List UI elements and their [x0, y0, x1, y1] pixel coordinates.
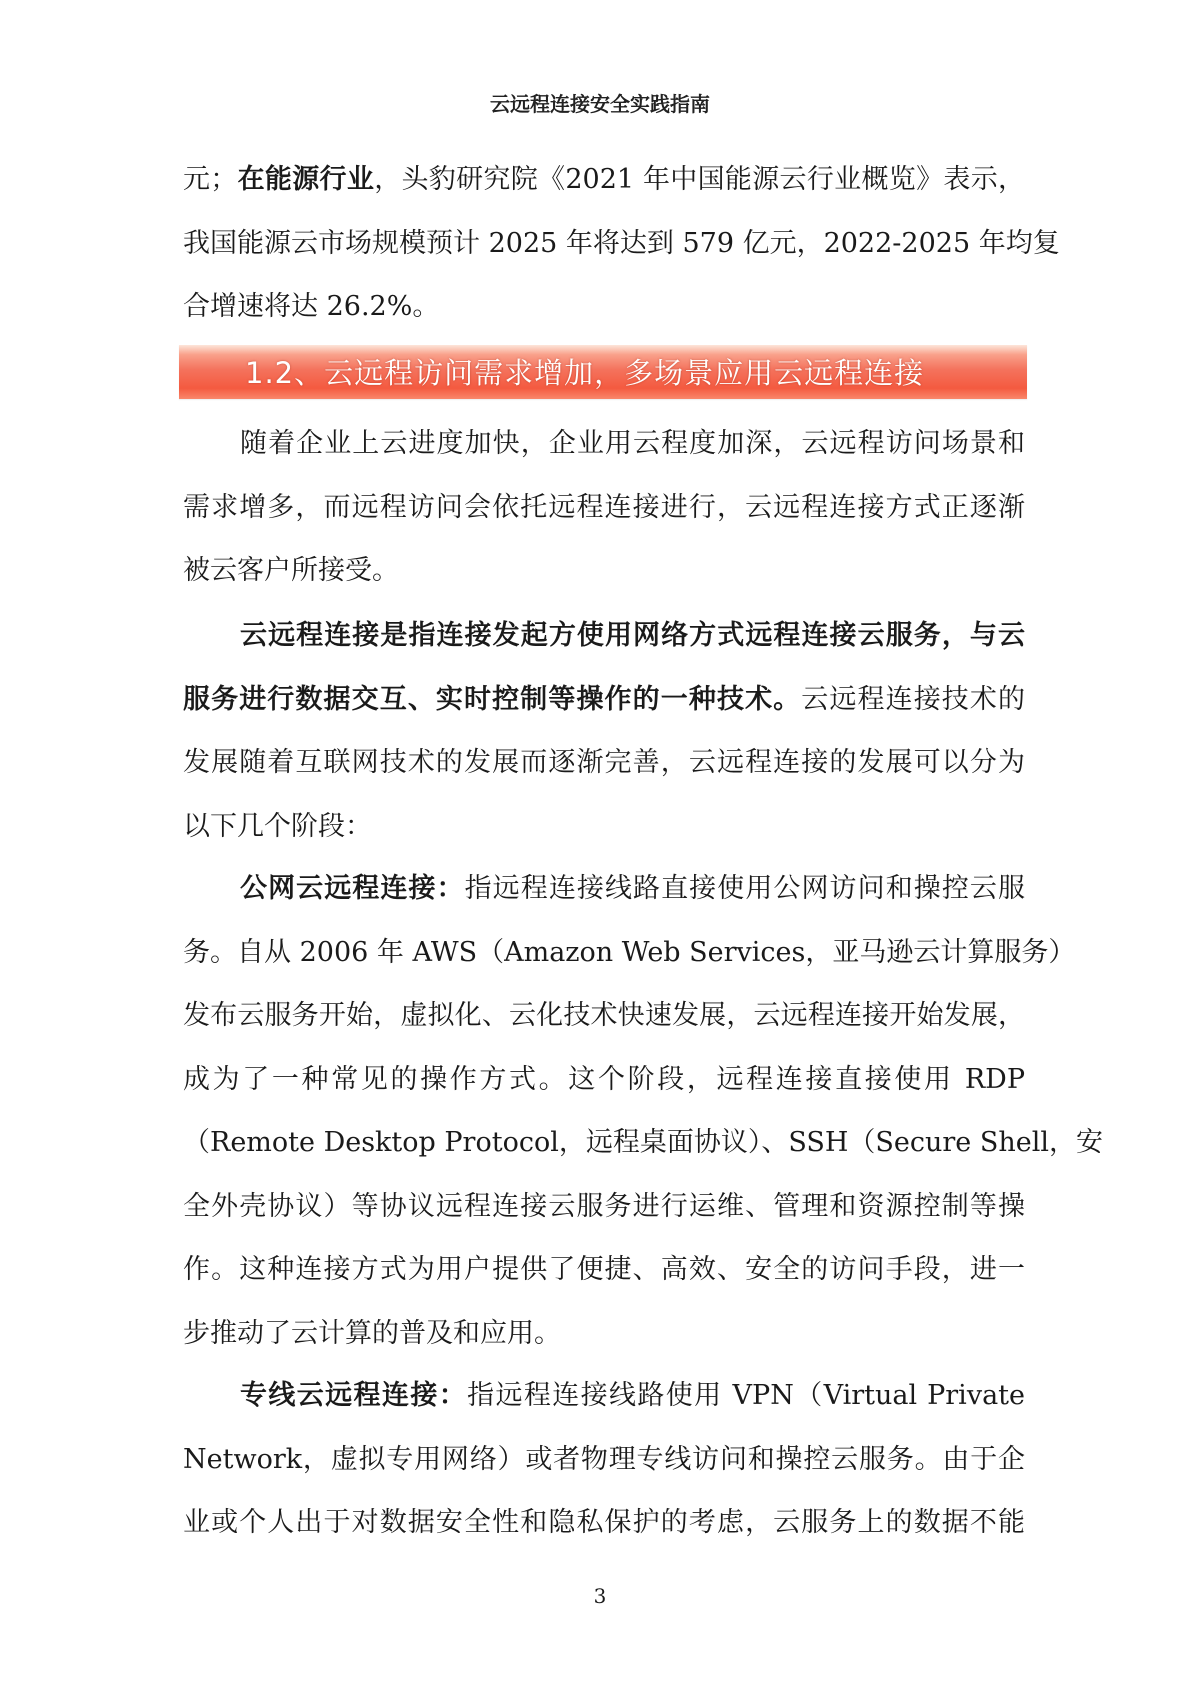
bold-text: 专线云远程连接：	[240, 1380, 468, 1411]
body-text: 全外壳协议）等协议远程连接云服务进行运维、管理和资源控制等操	[183, 1190, 1025, 1222]
section-heading: 1.2、云远程访问需求增加，多场景应用云远程连接	[245, 356, 925, 390]
body-text: 元；	[183, 164, 238, 195]
body-text: 以下几个阶段：	[183, 810, 372, 842]
body-text: Network，虚拟专用网络）或者物理专线访问和操控云服务。由于企	[183, 1443, 1025, 1475]
body-text: 指远程连接线路直接使用公网访问和操控云服	[464, 873, 1026, 904]
text-line	[183, 1428, 1025, 1492]
body-text: 我国能源云市场规模预计 2025 年将达到 579 亿元，2022-2025 年均复	[183, 227, 1060, 259]
text-line	[183, 1364, 1025, 1428]
body-text: （Remote Desktop Protocol，远程桌面协议）、SSH（Secure Shell，安	[183, 1127, 1103, 1158]
text-line	[183, 476, 1025, 540]
bold-text: 在能源行业	[237, 164, 375, 195]
paragraph-definition	[183, 604, 1025, 858]
body-text: 合增速将达 26.2%。	[183, 291, 440, 322]
body-text: 随着企业上云进度加快，企业用云程度加深，云远程访问场景和	[240, 428, 1025, 459]
text-line	[183, 921, 1076, 985]
text-line	[183, 1048, 1025, 1112]
text-line	[183, 1111, 1103, 1175]
text-line	[183, 668, 1025, 732]
body-text: 成为了一种常见的操作方式。这个阶段，远程连接直接使用 RDP	[183, 1063, 1025, 1095]
body-text: 发展随着互联网技术的发展而逐渐完善，云远程连接的发展可以分为	[183, 747, 1025, 778]
page-number: 3	[593, 1584, 607, 1608]
running-header: 云远程连接安全实践指南	[490, 92, 710, 116]
body-text: 被云客户所接受。	[183, 555, 399, 586]
text-line	[183, 148, 1025, 212]
bold-text: 云远程连接是指连接发起方使用网络方式远程连接云服务，与云	[240, 620, 1025, 651]
paragraph-public-network-connection	[183, 857, 1103, 1365]
paragraph-dedicated-line-connection	[183, 1364, 1025, 1555]
text-line	[183, 1175, 1025, 1239]
body-text: ，头豹研究院《2021 年中国能源云行业概览》表示，	[374, 164, 1026, 195]
text-line	[183, 275, 1025, 339]
text-line	[183, 212, 1060, 276]
body-text: 作。这种连接方式为用户提供了便捷、高效、安全的访问手段，进一	[183, 1254, 1025, 1285]
bold-text: 公网云远程连接：	[240, 873, 465, 904]
text-line	[183, 1238, 1025, 1302]
text-line	[183, 1302, 1025, 1366]
text-line	[183, 731, 1025, 795]
text-line	[183, 1491, 1025, 1555]
body-text: 需求增多，而远程访问会依托远程连接进行，云远程连接方式正逐渐	[183, 491, 1025, 523]
text-line	[183, 795, 1025, 859]
body-text: 云远程连接技术的	[801, 683, 1026, 715]
text-line	[183, 984, 1025, 1048]
text-line	[183, 604, 1025, 668]
text-line	[183, 857, 1025, 921]
text-line	[183, 412, 1025, 476]
body-text: 步推动了云计算的普及和应用。	[183, 1317, 561, 1349]
paragraph-remote-access-demand	[183, 412, 1025, 603]
body-text: 发布云服务开始，虚拟化、云化技术快速发展，云远程连接开始发展，	[183, 1000, 1025, 1031]
text-line	[183, 539, 1025, 603]
body-text: 指远程连接线路使用 VPN（Virtual Private	[467, 1380, 1025, 1411]
bold-text: 服务进行数据交互、实时控制等操作的一种技术。	[183, 683, 802, 715]
paragraph-energy-cloud	[183, 148, 1060, 339]
body-text: 业或个人出于对数据安全性和隐私保护的考虑，云服务上的数据不能	[183, 1507, 1025, 1538]
body-text: 务。自从 2006 年 AWS（Amazon Web Services，亚马逊云计算服务）	[183, 936, 1076, 968]
section-heading-bar	[179, 345, 1027, 399]
